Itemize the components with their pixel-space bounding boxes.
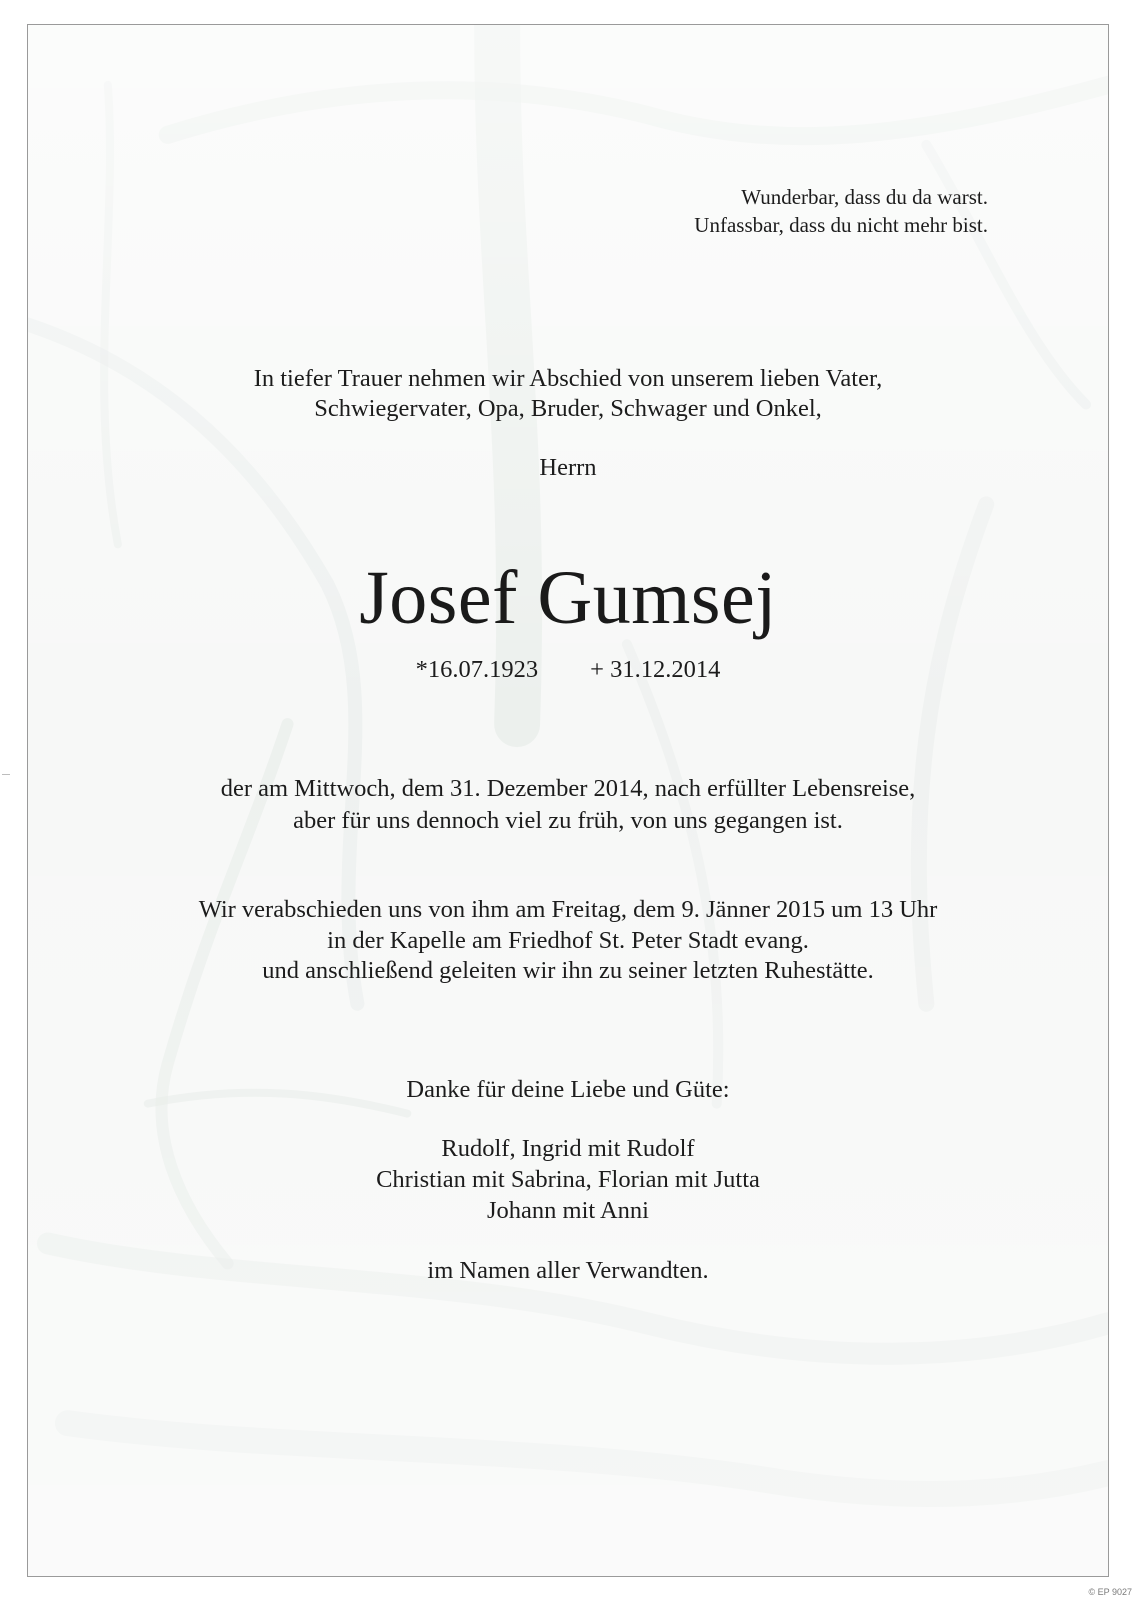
mourner-line-3: Johann mit Anni: [487, 1197, 649, 1224]
scan-edge-mark: [2, 774, 10, 775]
mourner-line-1: Rudolf, Ingrid mit Rudolf: [441, 1135, 695, 1162]
closing-line: im Namen aller Verwandten.: [427, 1257, 709, 1284]
salutation: Herrn: [539, 454, 597, 481]
quote-line-1: Wunderbar, dass du da warst.: [741, 185, 988, 209]
death-date: + 31.12.2014: [590, 656, 721, 683]
mourner-line-2: Christian mit Sabrina, Florian mit Jutta: [376, 1166, 760, 1193]
passing-line-1: der am Mittwoch, dem 31. Dezember 2014, nach erfüllter Lebensreise,: [220, 775, 916, 802]
passing-line-2: aber für uns dennoch viel zu früh, von uns gegangen ist.: [293, 807, 843, 834]
quote-line-2: Unfassbar, dass du nicht mehr bist.: [694, 213, 988, 237]
card-frame: [27, 24, 1109, 1577]
farewell-line-3: und anschließend geleiten wir ihn zu seiner letzten Ruhestätte.: [262, 957, 874, 984]
farewell-line-2: in der Kapelle am Friedhof St. Peter Stadt evang.: [327, 927, 809, 954]
intro-line-2: Schwiegervater, Opa, Bruder, Schwager und Onkel,: [314, 395, 822, 422]
print-code: © EP 9027: [1088, 1587, 1132, 1597]
intro-line-1: In tiefer Trauer nehmen wir Abschied von unserem lieben Vater,: [253, 365, 883, 392]
life-dates: [28, 655, 1108, 685]
farewell-line-1: Wir verabschieden uns von ihm am Freitag, dem 9. Jänner 2015 um 13 Uhr: [198, 896, 938, 923]
thanks-line: Danke für deine Liebe und Güte:: [406, 1076, 730, 1103]
obituary-text: [28, 25, 1108, 1576]
memorial-quote: [694, 183, 988, 239]
deceased-name: Josef Gumsej: [359, 556, 777, 640]
birth-date: *16.07.1923: [415, 656, 539, 683]
